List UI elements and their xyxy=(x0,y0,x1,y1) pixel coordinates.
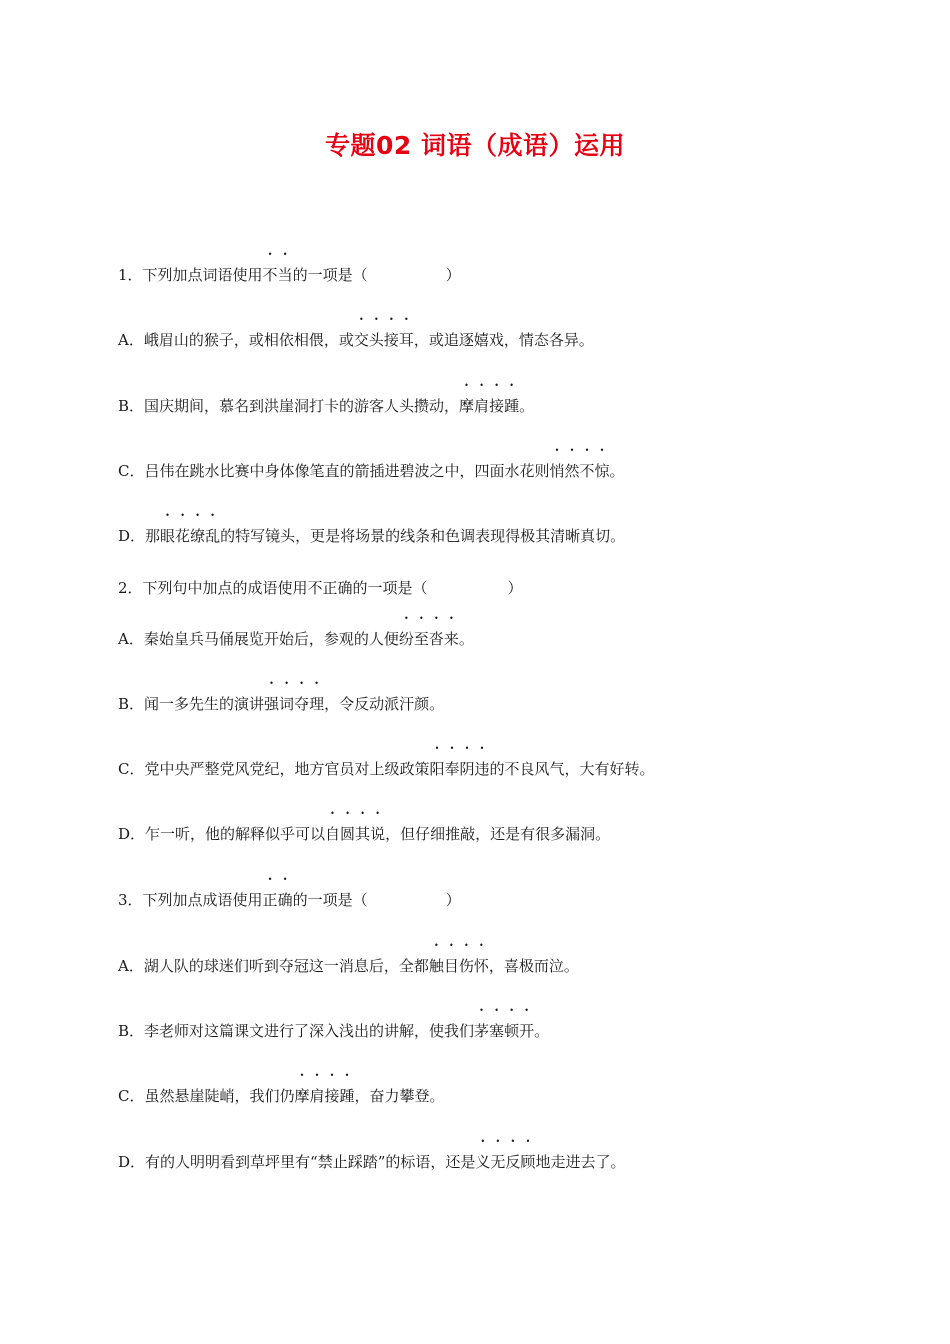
emphasis-dot: • xyxy=(282,250,288,259)
emphasis-dot: • xyxy=(509,381,514,390)
emphasis-dot: • xyxy=(360,809,365,818)
emphasis-dot: • xyxy=(404,315,409,324)
question-3-option-b: B．李老师对这篇课文进行了深入浅出的讲解，使我们茅 • 塞 • 顿 • 开 • 。 xyxy=(118,1006,550,1040)
emphasis-dot: • xyxy=(434,614,439,623)
emphasized-idiom: 交 • 头 • 接 • 耳 • xyxy=(353,315,414,349)
question-2-option-c: C．党中央严整党风党纪，地方官员对上级政策阳 • 奉 • 阴 • 违 • 的不良风气，大有好转。 xyxy=(118,744,655,778)
emphasis-dot: • xyxy=(524,1006,529,1015)
emphasized-idiom: 自 • 圆 • 其 • 说 • xyxy=(325,809,386,843)
emphasis-dot: • xyxy=(494,1006,499,1015)
emphasis-dot: • xyxy=(299,679,304,688)
emphasis-dot: • xyxy=(449,744,455,753)
emphasized-idiom: 义 • 无 • 反 • 顾 • xyxy=(475,1137,536,1171)
emphasis-dot: • xyxy=(419,614,424,623)
emphasis-dot: • xyxy=(267,875,273,884)
emphasis-dot: • xyxy=(433,941,439,950)
emphasis-dot: • xyxy=(479,744,485,753)
emphasis-dot: • xyxy=(599,446,605,455)
emphasis-dot: • xyxy=(375,809,380,818)
question-1-stem: 1．下列加点词语使用不 • 当 • 的一项是（ ） xyxy=(118,250,461,284)
emphasis-dot: • xyxy=(329,1071,335,1080)
emphasis-dot: • xyxy=(525,1137,531,1146)
question-2-option-b: B．闻一多先生的演讲强 • 词 • 夺 • 理 • ，令反动派汗颜。 xyxy=(118,679,445,713)
emphasis-dot: • xyxy=(210,511,215,520)
emphasis-dot: • xyxy=(180,511,185,520)
emphasis-dot: • xyxy=(345,809,350,818)
emphasis-dot: • xyxy=(449,614,454,623)
emphasis-dot: • xyxy=(165,511,170,520)
emphasis-dot: • xyxy=(314,679,319,688)
emphasized-word: 不 • 当 • xyxy=(262,250,293,284)
emphasis-dot: • xyxy=(464,744,470,753)
emphasis-dot: • xyxy=(282,875,288,884)
emphasis-dot: • xyxy=(403,614,409,623)
question-2-option-d: D．乍一听，他的解释似乎可以自 • 圆 • 其 • 说 • ，但仔细推敲，还是有很多漏洞。 xyxy=(118,809,611,843)
emphasis-dot: • xyxy=(269,679,274,688)
emphasis-dot: • xyxy=(267,250,273,259)
emphasis-dot: • xyxy=(479,941,484,950)
emphasized-idiom: 摩 • 肩 • 接 • 踵 • xyxy=(294,1071,355,1105)
emphasis-dot: • xyxy=(449,941,454,950)
emphasis-dot: • xyxy=(330,809,335,818)
question-1-option-d: D．那眼 • 花 • 缭 • 乱 • 的特写镜头，更是将场景的线条和色调表现得极其清晰真切。 xyxy=(118,511,626,545)
emphasis-dot: • xyxy=(464,381,469,390)
question-1-option-b: B．国庆期间，慕名到洪崖洞打卡的游客人头攒动，摩 • 肩 • 接 • 踵 • 。 xyxy=(118,381,535,415)
emphasis-dot: • xyxy=(554,446,560,455)
emphasized-idiom: 摩 • 肩 • 接 • 踵 • xyxy=(459,381,520,415)
emphasis-dot: • xyxy=(434,744,440,753)
emphasized-idiom: 纷 • 至 • 沓 • 来 • xyxy=(398,614,459,648)
question-3-option-c: C．虽然悬崖陡峭，我们仍摩 • 肩 • 接 • 踵 • ，奋力攀登。 xyxy=(118,1071,445,1105)
emphasis-dot: • xyxy=(495,1137,501,1146)
emphasized-idiom: 悄 • 然 • 不 • 惊 • xyxy=(549,446,610,480)
emphasized-idiom: 触 • 目 • 伤 • 怀 • xyxy=(428,941,489,975)
emphasis-dot: • xyxy=(299,1071,305,1080)
emphasis-dot: • xyxy=(314,1071,320,1080)
emphasis-dot: • xyxy=(494,381,499,390)
emphasis-dot: • xyxy=(479,1006,484,1015)
question-1-option-a: A．峨眉山的猴子，或相依相偎，或交 • 头 • 接 • 耳 • ，或追逐嬉戏，情态各异。 xyxy=(118,315,594,349)
emphasis-dot: • xyxy=(358,315,364,324)
emphasis-dot: • xyxy=(284,679,289,688)
emphasis-dot: • xyxy=(584,446,590,455)
question-3-stem: 3．下列加点成语使用正 • 确 • 的一项是（ ） xyxy=(118,875,461,909)
emphasis-dot: • xyxy=(509,1006,514,1015)
emphasized-idiom: 茅 • 塞 • 顿 • 开 • xyxy=(474,1006,535,1040)
emphasized-idiom: 阳 • 奉 • 阴 • 违 • xyxy=(429,744,490,778)
emphasis-dot: • xyxy=(479,381,484,390)
emphasis-dot: • xyxy=(389,315,394,324)
question-1-option-c: C．吕伟在跳水比赛中身体像笔直的箭插进碧波之中，四面水花则悄 • 然 • 不 • 惊 • 。 xyxy=(118,446,625,480)
emphasized-idiom: 眼 • 花 • 缭 • 乱 • xyxy=(160,511,221,545)
emphasis-dot: • xyxy=(344,1071,350,1080)
question-3-option-d: D．有的人明明看到草坪里有“禁止踩踏”的标语，还是义 • 无 • 反 • 顾 • 地走进去了。 xyxy=(118,1137,626,1171)
emphasized-word: 正 • 确 • xyxy=(262,875,293,909)
emphasis-dot: • xyxy=(510,1137,516,1146)
emphasis-dot: • xyxy=(464,941,469,950)
question-2-stem: 2．下列句中加点的成语使用不正确的一项是（ ） xyxy=(118,579,523,597)
page-title: 专题02 词语（成语）运用 xyxy=(325,131,625,160)
emphasized-idiom: 强 • 词 • 夺 • 理 • xyxy=(264,679,325,713)
question-2-option-a: A．秦始皇兵马俑展览开始后，参观的人便纷 • 至 • 沓 • 来 • 。 xyxy=(118,614,474,648)
emphasis-dot: • xyxy=(195,511,200,520)
question-3-option-a: A．湖人队的球迷们听到夺冠这一消息后，全都触 • 目 • 伤 • 怀 • ，喜极而泣。 xyxy=(118,941,579,975)
emphasis-dot: • xyxy=(374,315,379,324)
emphasis-dot: • xyxy=(569,446,575,455)
emphasis-dot: • xyxy=(480,1137,486,1146)
